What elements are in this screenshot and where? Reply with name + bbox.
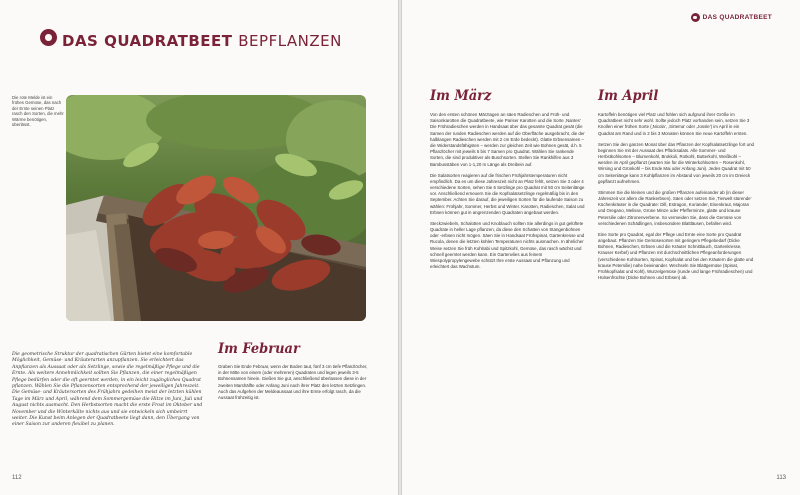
intro-paragraph: Die geometrische Struktur der quadratischen Gärten bietet eine komfortable Möglichkeit, Gemüse- und Kräuterarten anzupflanzen. Sie erleichtert das Anpflanzen als Aussaat oder als Setzlinge, sowie die regelmäßige Pflege und die Ernte. Als weitere Annehmlichkeit sollten Sie Pflanzen, die einer regelmäßigen Pflege bedürfen oder die oft geerntet werden, in ein leicht zugängliches Quadrat pflanzen. Wählen Sie die Pflanzensorten entsprechend der jeweiligen Jahreszeit. Die Gemüse- und Kräutersorten des Frühjahrs gedeihen meist der letzten kühlen Tage im März und April, während dem Sommergemüse die Hitze im Juni, Juli und August nichts ausmacht. Den Herbstsorten macht die erste Frost im Oktober und November und die Winterkälte nichts aus und sie entwickeln sich umbeirrt weiter. Die Kunst beim Anlegen der Quadratbeete liegt dann, den Übergang von einer Saison zur anderen flexibel zu planen. [12, 352, 203, 428]
running-title: DAS QUADRATBEET [702, 14, 772, 21]
page-number-right: 113 [776, 475, 786, 481]
intro-text [12, 352, 204, 429]
title-bold: DAS QUADRATBEET [62, 32, 233, 50]
paragraph: Die Salatsorten reagieren auf die frischen Frühjahrstemperaturen nicht empfindlich. Da es um diese Jahreszeit nicht an Platz fehlt, setzen Sie 3 oder 4 verschiedene Sorten, sehen Sie 6 Setzlinge pro Quadrat mit 50 cm Seitenlänge vor. Anschließend erneuern Sie die Kopfsalatsetzlinge regelmäßig bis in den September. Achten Sie darauf, die jeweiligen Sorten für die laufende Saison zu wählen: Frühjahr, Sommer, Herbst und Winter. Karotten, Radieschen, Salat und Erbsen können gut in angrenzenden Quadraten angebaut werden. [430, 172, 585, 215]
section-bullet-icon [40, 29, 57, 46]
photo-caption: Die rote Melde ist ein frühes Gemüse, das nach der Ernte seinen Platz rasch den Sorten, die mehr Wärme benötigen, überlässt. [12, 95, 64, 128]
paragraph: Eine Sorte pro Quadrat, egal der Pflege und Ernte eine Sorte pro Quadrat angebaut. Pflanzen Sie Gemüsesorten mit geringem Pflegebedarf (Dicke Bohnen, Radieschen, Erbsen und die Kräuter Schnittlauch, Gartenkresse, Krauser Kerbel) und Pflanzen mit durchschnittlichen Pflegeanforderungen (verschiedene Kohlsorten, Spinat, Kopfsalat und bei den Kräutern die glatte und krause Petersilie) nahe beieinander. Wechseln Sie Blattgemüse (Spinat, Frühkopfsalat und Kohl), Wurzelgemüse (runde und lange Frühradieschen) und Hülsenfrüchte (Dicke Bohnen und Erbsen) ab. [598, 231, 754, 281]
paragraph: Von den ersten schönen Märztagen an säen Radieschen und Früh- und Saisonkarotten die Quadratbeete, wie Pariser Karotten und die Sorte ‚Nantes' Die Frühradieschen werden in Handsaat über das gesamte Quadrat gesät (die Samen der runden Radieschen werden auf die Oberfläche ausgebracht, die der halblangen Radieschen werden mit 2 cm Erde bedeckt). Glatte Erbsensamen – die Widerstandsfähigsten – werden zur gleichen Zeit wie Bohnen gesät, d.h. 5 Pflanzlöcher mit jeweils 5 bis 7 Samen pro Quadrat. Wählen Sie rankende Sorten, die sind produktiver als Buschsorten. Stellen Sie Rankhilfen aus 3 Bambusstäben von 1-1,20 m Länge als Dreibein auf. [430, 112, 585, 167]
garden-photo-icon [66, 95, 366, 321]
paragraph: Graben Sie Ende Februar, wenn der Boden taut, fünf 3 cm tiefe Pflanzlöcher, in der Mitte von einem (oder mehreren) Quadraten und legen jeweils 3-5 Bohnensamen hinein. Gießen Sie gut, anschließend überlassen diese in der zweiten Marshälfte oder Anfang Juni nach ihrer Platz den letzten Setzlingen. Auch das Aufgehen der Meldeaussaat und ihre Ernte erfolgt rasch, da die Aussaat frühzeitig ist. [218, 364, 368, 401]
page-title [62, 32, 342, 50]
column-februar [218, 364, 370, 406]
title-light: BEPFLANZEN [238, 32, 342, 50]
right-page [402, 0, 800, 495]
paragraph: Stimmen Sie die kleinen und die großen Pflanzen aufeinander ab (in dieser Jahreszeit vor allem die Rankerbsen). Säen oder setzen Sie ‚Tierwelt stürende' Küchenkräuter in die Quadrate: Dill, Estragon, Koriander, Eisenkraut, Majoran und Oregano, Melisse, Grüne Minze oder Pfefferminze, glatte und krause Petersilie oder Zitronenverbene. So vermeiden Sie, dass die Gemüse von verschiedenen Schädlingen, insbesondere Blattläusen, befallen wird. [598, 189, 752, 226]
running-header [703, 14, 772, 21]
paragraph: Steckzwiebeln, Schalotten und Knoblauch sollten Sie allerdings in gut gelüftete Quadrate in heller Lage pflanzen, da diese den Schatten von Stangenbohnen oder -erbsen nicht mögen. Säen Sie in Handsaat Frühspinat, Gartenkresse und Rucola, denen die letzten kühlen Temperaturen nichts ausmachen. In ähnlicher Weise setzen Sie früh Kohlrabi und Spitzkohl, Gemüse, das rasch wächst und schnell geerntet werden kann. Ein Gartenvlies aus feinem Wiespolypropylengewebe schützt Ihre erste Aussaat und Pflanzung und erleichtert das Wachstum. [430, 220, 585, 270]
paragraph: Setzen Sie den ganzen Monat über das Pflanzen der Kopfsalatsetzlinge fort und beginnen Sie mit der Aussaat des Pflücksalats. Alle Sommer- und Herbstkohlsorten – Blumenkohl, Brokkoli, Rotkohl, Butterkohl, Weißkohl – werden im April gepflanzt (warten Sie für die Winterkohlsorten – Rosenkohl, Wirsing und Grünkohl – bis Ende Mai oder Anfang Juni). Jedes Quadrat mit 50 cm Seitenlänge kann 3 Kohlpflanzen im Abstand von jeweils 20 cm im Dreieck gepflanzt aufnehmen. [598, 141, 754, 184]
paragraph: Kartoffeln benötigen viel Platz und fühlen sich aufgrund ihrer Größe im Quadratbeet nicht sehr wohl. Sollte jedoch Platz vorhanden sein, setzen Sie 3 Knollen einer frühen Sorte (‚Nicola', ‚Sirtema' oder ‚Jossle') im April in ein Quadrat am Rand und in 2 bis 3 Monaten können Sie neue Kartoffeln ernten. [598, 112, 750, 136]
column-april [598, 112, 754, 286]
column-maerz [430, 112, 586, 275]
page-number-left: 112 [12, 475, 22, 481]
left-page [0, 0, 398, 495]
heading-maerz: Im März [430, 88, 492, 105]
section-bullet-icon [691, 13, 700, 22]
heading-april: Im April [598, 88, 659, 105]
heading-februar: Im Februar [218, 341, 300, 358]
garden-photo [66, 95, 366, 321]
